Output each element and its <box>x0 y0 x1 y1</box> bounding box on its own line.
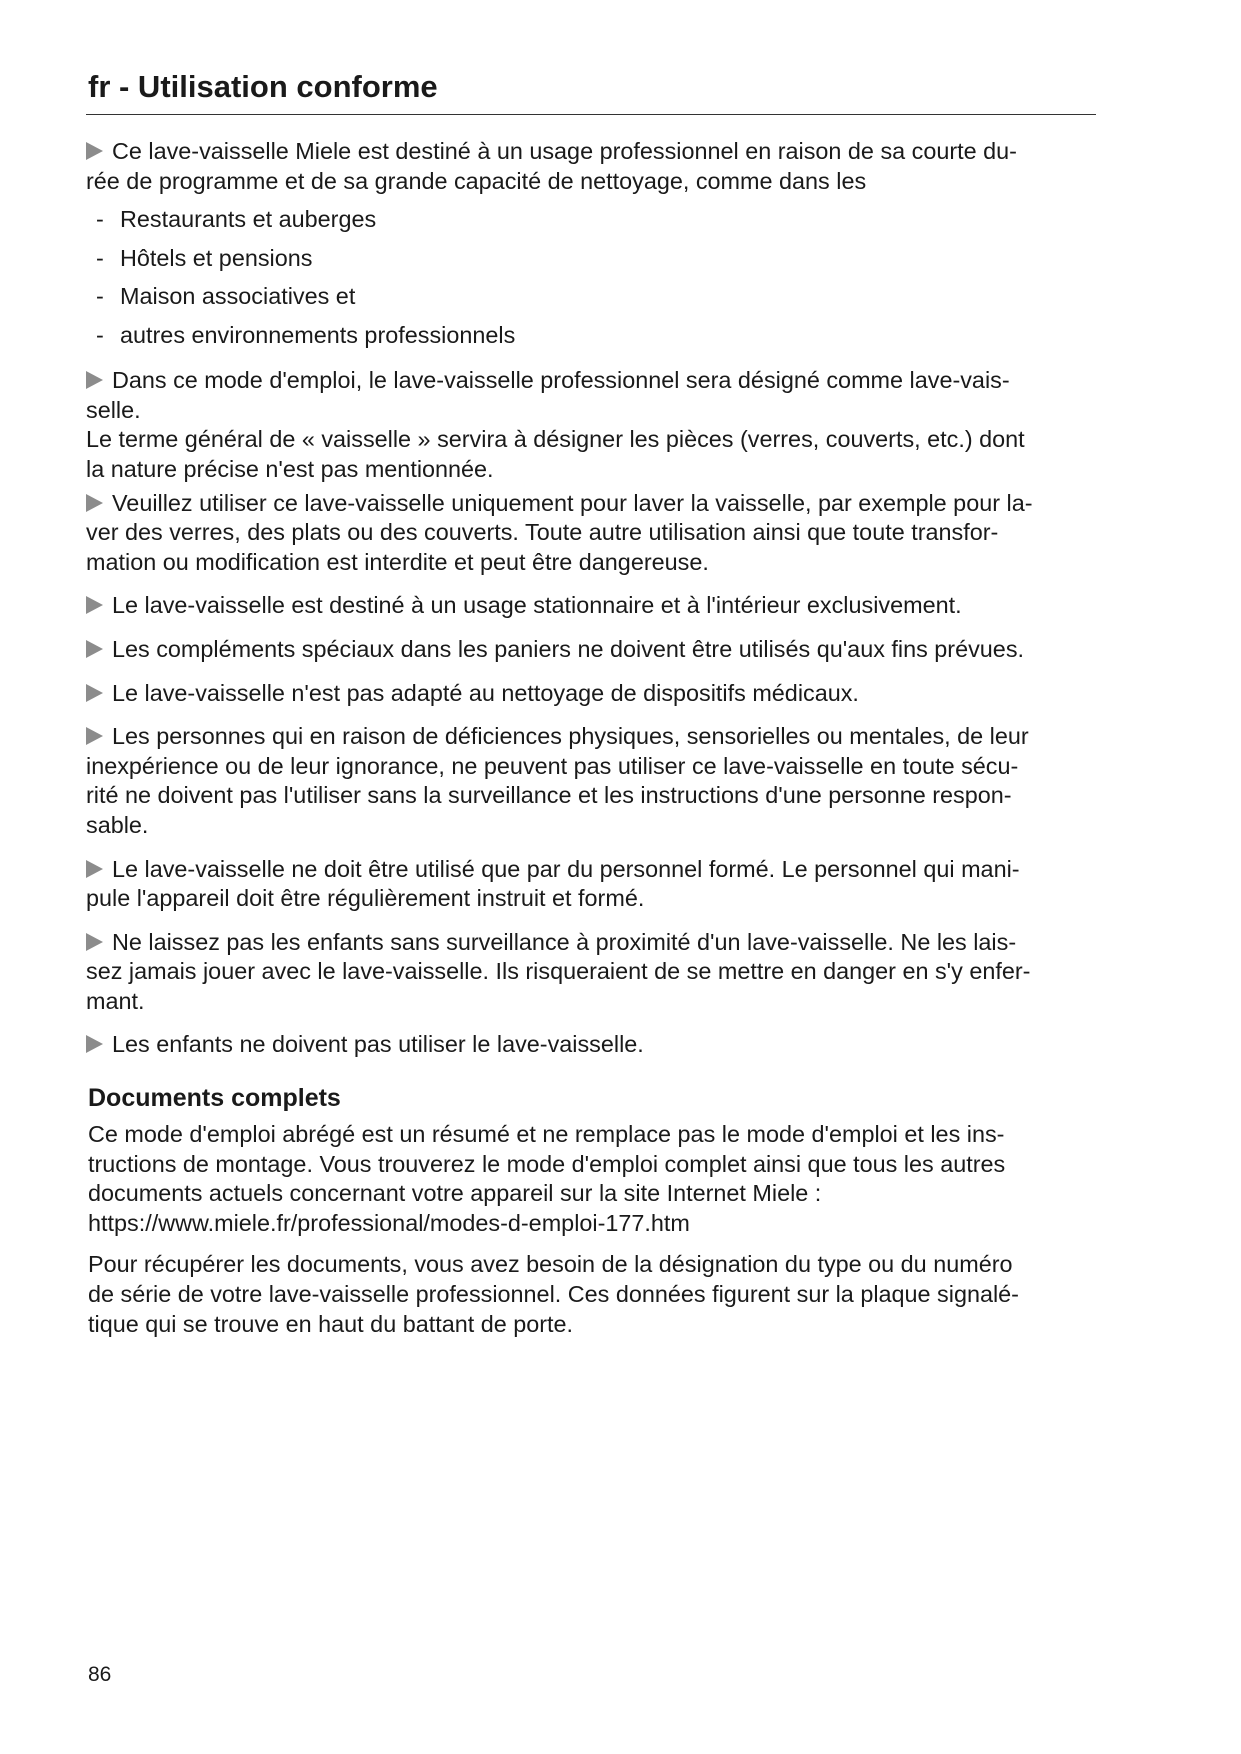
title-divider <box>86 114 1096 115</box>
content <box>86 137 1096 1339</box>
establishment-list <box>86 200 1096 354</box>
list-item-text: Restaurants et auberges <box>120 206 377 233</box>
text-line: rité ne doivent pas l'utiliser sans la surveillance et les instructions d'une personne respon- <box>86 782 1012 809</box>
intro-section <box>86 137 1096 354</box>
bullet-item <box>86 1030 1096 1060</box>
text-line: Le lave-vaisselle ne doit être utilisé que par du personnel formé. Le personnel qui mani- <box>112 855 1020 882</box>
list-item <box>96 200 1096 239</box>
text-line: mant. <box>86 987 145 1014</box>
page <box>86 66 1096 1351</box>
text-line: sez jamais jouer avec le lave-vaisselle. Ils risqueraient de se mettre en danger en s'y enfer- <box>86 958 1031 985</box>
dash-marker: - <box>96 206 104 233</box>
text-line: Les enfants ne doivent pas utiliser le lave-vaisselle. <box>112 1031 644 1058</box>
documents-paragraph <box>88 1120 1096 1238</box>
bullet-item <box>86 591 1096 621</box>
list-item <box>96 316 1096 355</box>
text-line: mation ou modification est interdite et peut être dangereuse. <box>86 548 709 575</box>
list-item-text: autres environnements professionnels <box>120 321 516 348</box>
triangle-bullet-icon <box>86 860 103 878</box>
bullet-item <box>86 928 1096 1017</box>
triangle-bullet-icon <box>86 727 103 745</box>
text-line: tructions de montage. Vous trouverez le mode d'emploi complet ainsi que tous les autres <box>88 1150 1006 1177</box>
list-item-text: Maison associatives et <box>120 283 356 310</box>
text-line: Les compléments spéciaux dans les paniers ne doivent être utilisés qu'aux fins prévues. <box>112 635 1025 662</box>
text-line: Veuillez utiliser ce lave-vaisselle uniquement pour laver la vaisselle, par exemple pour la- <box>112 489 1033 516</box>
triangle-bullet-icon <box>86 640 103 658</box>
text-line: la nature précise n'est pas mentionnée. <box>86 455 494 482</box>
triangle-bullet-icon <box>86 371 103 389</box>
documents-section <box>86 1120 1096 1339</box>
text-line: documents actuels concernant votre appareil sur la site Internet Miele : <box>88 1180 822 1207</box>
bullet-item <box>86 722 1096 840</box>
text-line: Dans ce mode d'emploi, le lave-vaisselle professionnel sera désigné comme lave-vais- <box>112 367 1010 394</box>
text-line: tique qui se trouve en haut du battant de porte. <box>88 1310 574 1337</box>
triangle-bullet-icon <box>86 142 103 160</box>
list-item <box>96 277 1096 316</box>
dash-marker: - <box>96 321 104 348</box>
text-line: Le lave-vaisselle est destiné à un usage stationnaire et à l'intérieur exclusivement. <box>112 592 962 619</box>
triangle-bullet-icon <box>86 1035 103 1053</box>
triangle-bullet-icon <box>86 596 103 614</box>
bullet-item <box>86 635 1096 665</box>
triangle-bullet-icon <box>86 933 103 951</box>
list-item-text: Hôtels et pensions <box>120 244 313 271</box>
text-line: rée de programme et de sa grande capacité de nettoyage, comme dans les <box>86 167 867 194</box>
text-line: sable. <box>86 811 149 838</box>
text-line: Le terme général de « vaisselle » servira à désigner les pièces (verres, couverts, etc.) dont <box>86 426 1025 453</box>
text-line: ver des verres, des plats ou des couverts. Toute autre utilisation ainsi que toute transfor- <box>86 519 999 546</box>
bullet-item <box>86 489 1096 578</box>
page-title: fr - Utilisation conforme <box>88 69 438 104</box>
text-line: Pour récupérer les documents, vous avez besoin de la désignation du type ou du numéro <box>88 1251 1013 1278</box>
triangle-bullet-icon <box>86 494 103 512</box>
text-line: Les personnes qui en raison de déficiences physiques, sensorielles ou mentales, de leur <box>112 723 1029 750</box>
bullet-item <box>86 679 1096 709</box>
text-line: Ne laissez pas les enfants sans surveillance à proximité d'un lave-vaisselle. Ne les lais- <box>112 928 1017 955</box>
bullet-list <box>86 366 1096 1060</box>
text-line: pule l'appareil doit être régulièrement instruit et formé. <box>86 885 645 912</box>
triangle-bullet-icon <box>86 684 103 702</box>
dash-marker: - <box>96 244 104 271</box>
text-line: https://www.miele.fr/professional/modes-d-emploi-177.htm <box>88 1209 690 1236</box>
text-line: selle. <box>86 396 141 423</box>
list-item <box>96 239 1096 278</box>
bullet-item <box>86 366 1096 484</box>
page-number: 86 <box>88 1663 112 1686</box>
documents-heading: Documents complets <box>88 1084 341 1113</box>
text-line: Ce mode d'emploi abrégé est un résumé et ne remplace pas le mode d'emploi et les ins- <box>88 1121 1005 1148</box>
bullet-item <box>86 137 1096 196</box>
text-line: de série de votre lave-vaisselle professionnel. Ces données figurent sur la plaque signalé- <box>88 1281 1019 1308</box>
text-line: Le lave-vaisselle n'est pas adapté au nettoyage de dispositifs médicaux. <box>112 679 859 706</box>
text-line: inexpérience ou de leur ignorance, ne peuvent pas utiliser ce lave-vaisselle en toute sécu- <box>86 752 1019 779</box>
documents-paragraph <box>88 1250 1096 1339</box>
text-line: Ce lave-vaisselle Miele est destiné à un usage professionnel en raison de sa courte du- <box>112 138 1017 164</box>
bullet-item <box>86 855 1096 914</box>
dash-marker: - <box>96 283 104 310</box>
